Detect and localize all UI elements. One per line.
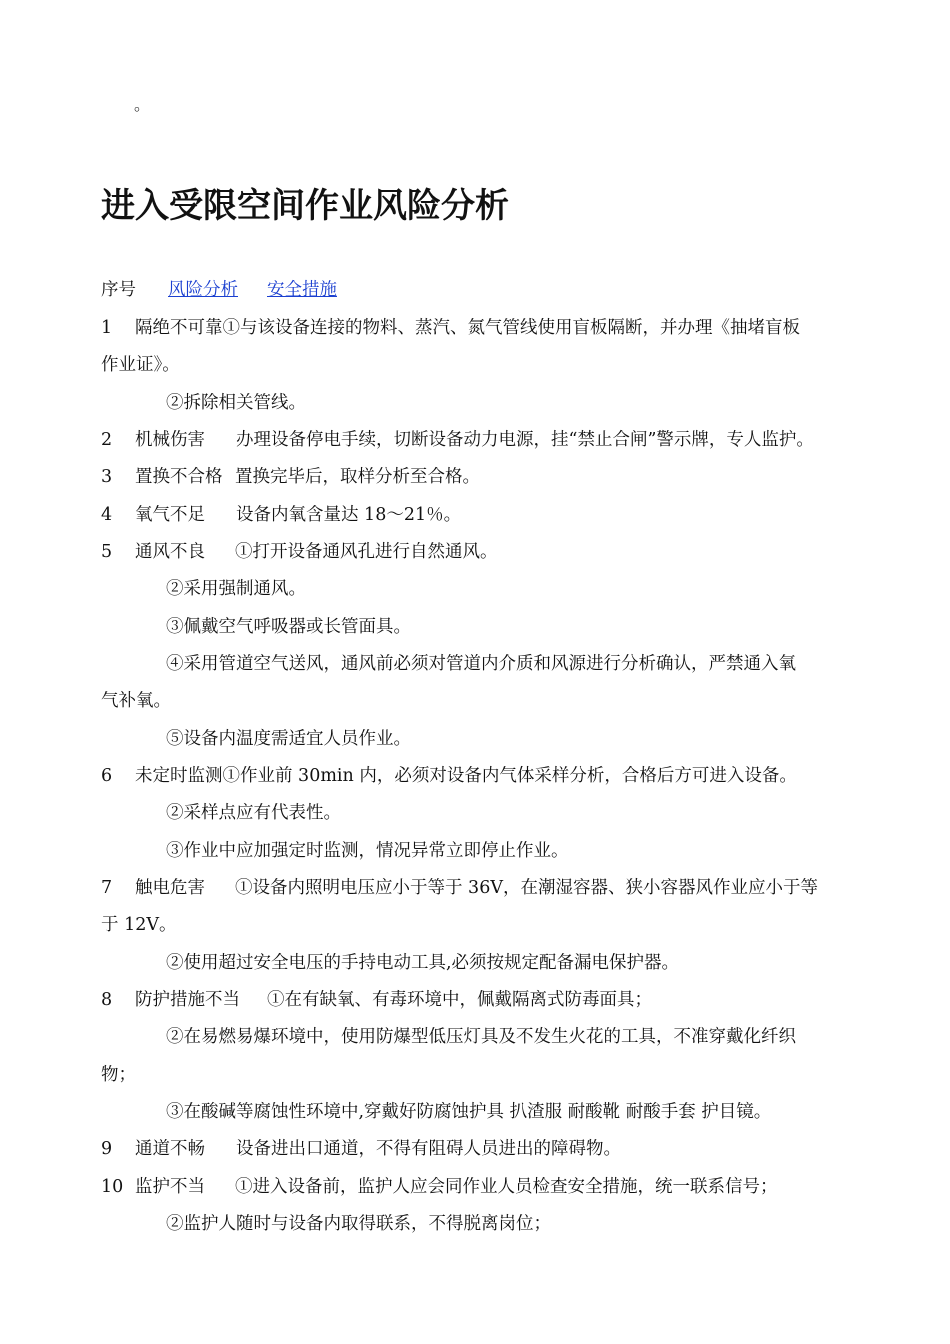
row-measure: 置换完毕后，取样分析至合格。 [235, 467, 480, 487]
row-measure: 设备进出口通道，不得有阻碍人员进出的障碍物。 [236, 1139, 621, 1159]
header-safety-measures-link[interactable]: 安全措施 [267, 280, 337, 300]
row-hazard: 监护不当 [135, 1177, 205, 1197]
sub-measure-continuation: 气补氧。 [101, 691, 171, 711]
row-hazard: 隔绝不可靠 [135, 318, 223, 338]
sub-measure: ③佩戴空气呼吸器或长管面具。 [166, 617, 411, 637]
row-number: 2 [101, 430, 113, 450]
stray-punctuation: 。 [134, 95, 151, 114]
table-row [101, 988, 652, 1012]
table-row [101, 465, 480, 489]
row-hazard: 防护措施不当 [135, 990, 240, 1010]
row-measure: ①进入设备前，监护人应会同作业人员检查安全措施，统一联系信号； [235, 1177, 778, 1197]
table-row [101, 876, 818, 900]
row-measure: 设备内氧含量达 18～21％。 [236, 505, 462, 525]
sub-measure: ②使用超过安全电压的手持电动工具,必须按规定配备漏电保护器。 [166, 953, 680, 973]
row-number: 10 [101, 1177, 124, 1197]
header-risk-analysis-link[interactable]: 风险分析 [168, 280, 238, 300]
row-number: 8 [101, 990, 113, 1010]
sub-measure: ②采样点应有代表性。 [166, 803, 341, 823]
row-measure-continuation: 于 12V。 [101, 915, 177, 935]
table-row [101, 503, 461, 527]
table-row [101, 428, 814, 452]
row-measure: 办理设备停电手续，切断设备动力电源，挂“禁止合闸”警示牌，专人监护。 [236, 430, 814, 450]
sub-measure: ④采用管道空气送风，通风前必须对管道内介质和风源进行分析确认，严禁通入氧 [166, 654, 796, 674]
row-measure: ①打开设备通风孔进行自然通风。 [235, 542, 498, 562]
header-sequence-number: 序号 [101, 280, 136, 300]
row-number: 4 [101, 505, 113, 525]
sub-measure-continuation: 物； [101, 1065, 136, 1085]
row-hazard: 未定时监测 [135, 766, 223, 786]
row-number: 5 [101, 542, 113, 562]
sub-measure: ③在酸碱等腐蚀性环境中,穿戴好防腐蚀护具 扒渣服 耐酸靴 耐酸手套 护目镜。 [166, 1102, 772, 1122]
row-number: 6 [101, 766, 113, 786]
row-hazard: 氧气不足 [135, 505, 205, 525]
table-row [101, 1175, 778, 1199]
sub-measure: ③作业中应加强定时监测，情况异常立即停止作业。 [166, 841, 569, 861]
table-row [101, 764, 797, 788]
page-title: 进入受限空间作业风险分析 [101, 186, 509, 226]
sub-measure: ②采用强制通风。 [166, 579, 306, 599]
row-measure: ①设备内照明电压应小于等于 36V，在潮湿容器、狭小容器风作业应小于等 [235, 878, 818, 898]
row-hazard: 通风不良 [135, 542, 205, 562]
row-hazard: 通道不畅 [135, 1139, 205, 1159]
row-number: 9 [101, 1139, 113, 1159]
row-measure: ①在有缺氧、有毒环境中，佩戴隔离式防毒面具； [267, 990, 652, 1010]
row-measure-continuation: 作业证》。 [101, 355, 180, 375]
table-row [101, 540, 498, 564]
row-hazard: 置换不合格 [135, 467, 223, 487]
row-hazard: 机械伤害 [135, 430, 205, 450]
row-measure: ①与该设备连接的物料、蒸汽、氮气管线使用盲板隔断，并办理《抽堵盲板 [222, 318, 800, 338]
table-row [101, 316, 800, 340]
row-number: 3 [101, 467, 113, 487]
table-row [101, 1137, 621, 1161]
table-header [101, 278, 337, 302]
row-number: 7 [101, 878, 113, 898]
row-hazard: 触电危害 [135, 878, 205, 898]
sub-measure: ②在易燃易爆环境中，使用防爆型低压灯具及不发生火花的工具，不准穿戴化纤织 [166, 1027, 796, 1047]
row-number: 1 [101, 318, 113, 338]
sub-measure: ②拆除相关管线。 [166, 393, 306, 413]
sub-measure: ⑤设备内温度需适宜人员作业。 [166, 729, 411, 749]
row-measure: ①作业前 30min 内，必须对设备内气体采样分析，合格后方可进入设备。 [222, 766, 797, 786]
sub-measure: ②监护人随时与设备内取得联系，不得脱离岗位； [166, 1214, 551, 1234]
